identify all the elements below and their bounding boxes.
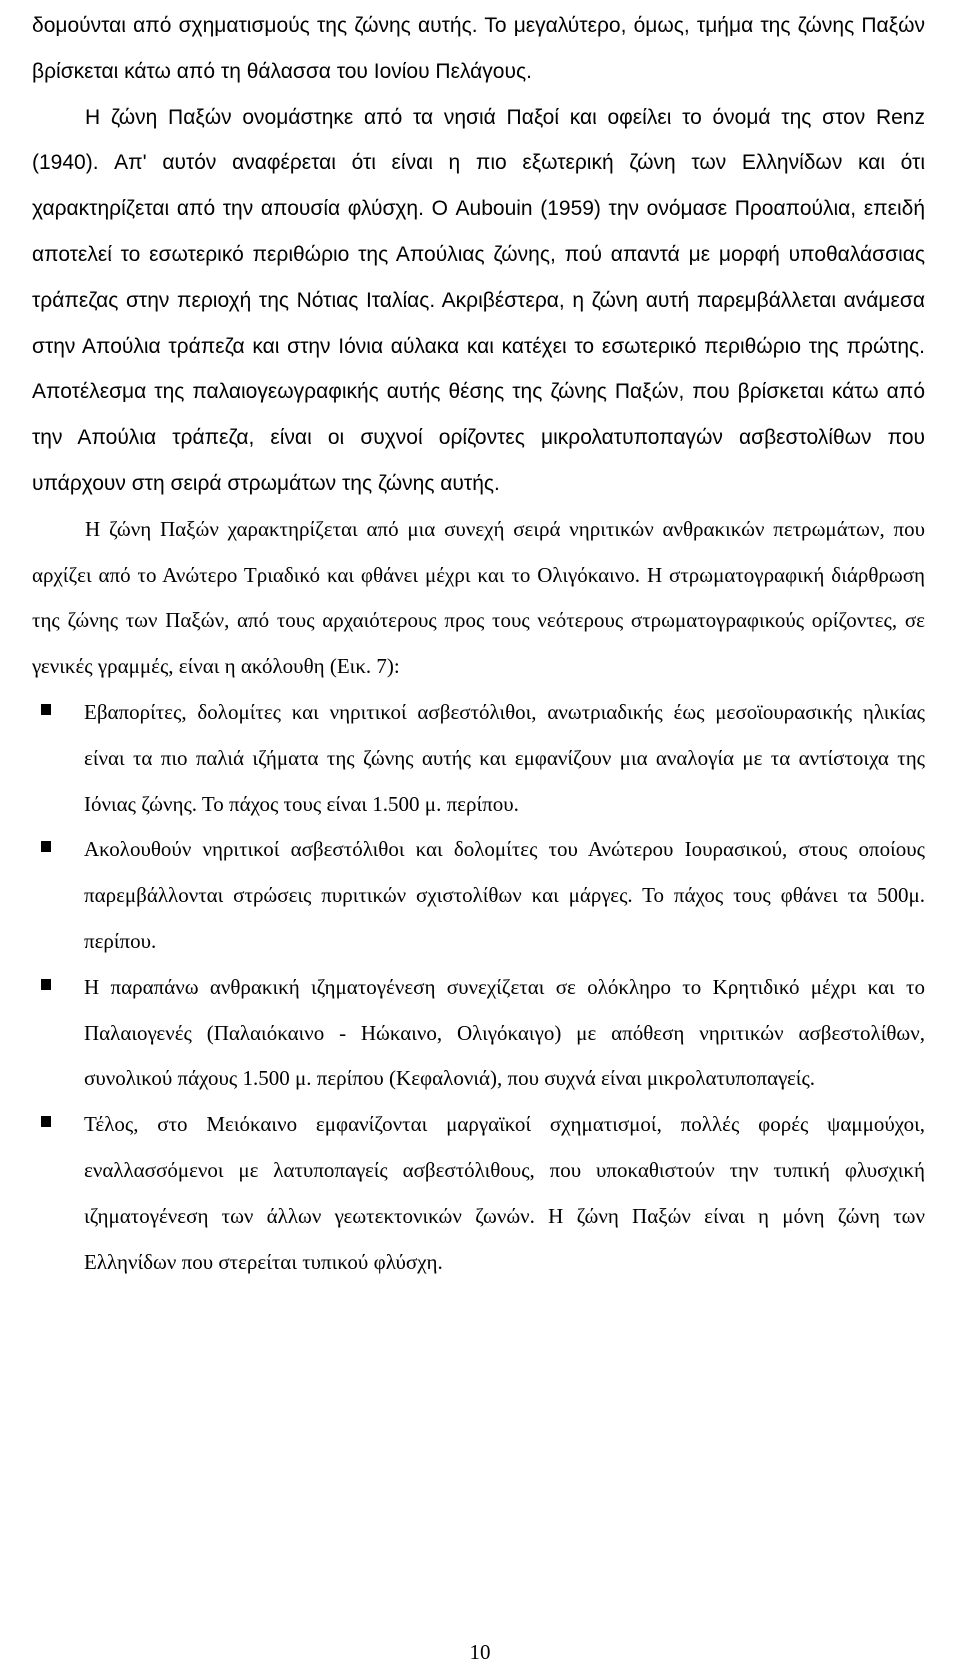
square-bullet-icon xyxy=(41,704,51,715)
square-bullet-icon xyxy=(41,979,51,990)
square-bullet-icon xyxy=(41,841,51,852)
document-body xyxy=(32,3,925,1285)
paragraph-stratigraphy-intro: Η ζώνη Παξών χαρακτηρίζεται από μια συνεχή σειρά νηριτικών ανθρακικών πετρωμάτων, που αρχίζει από το Ανώτερο Τριαδικό και φθάνει μέχρι και το Ολιγόκαινο. Η στρωματογραφική διάρθρωση της ζώνης των Παξών, από τους αρχαιότερους προς τους νεότερους στρωματογραφικούς ορίζοντες, σε γενικές γραμμές, είναι η ακόλουθη (Εικ. 7): xyxy=(32,516,925,679)
list-item-text: Τέλος, στο Μειόκαινο εμφανίζονται μαργαϊκοί σχηματισμοί, πολλές φορές ψαμμούχοι, εναλλασσόμενοι με λατυποπαγείς ασβεστόλιθους, που υποκαθιστούν την τυπική φλυσχική ιζηματογένεση των άλλων γεωτεκτονικών ζωνών. Η ζώνη Παξών είναι η μόνη ζώνη των Ελληνίδων που στερείται τυπικού φλύσχη. xyxy=(84,1112,925,1274)
paragraph-continuation: δομούνται από σχηματισμούς της ζώνης αυτής. Το μεγαλύτερο, όμως, τμήμα της ζώνης Παξών βρίσκεται κάτω από τη θάλασσα του Ιονίου Πελάγους. xyxy=(32,14,925,83)
paragraph-paxoi-zone-naming: Η ζώνη Παξών ονομάστηκε από τα νησιά Παξοί και οφείλει το όνομά της στον Renz (1940). Απ' αυτόν αναφέρεται ότι είναι η πιο εξωτερική ζώνη των Ελληνίδων και ότι χαρακτηρίζεται από την απουσία φλύσχη. Ο Aubouin (1959) την ονόμασε Προαπούλια, επειδή αποτελεί το εσωτερικό περιθώριο της Απούλιας ζώνης, πού απαντά με μορφή υποθαλάσσιας τράπεζας στην περιοχή της Νότιας Ιταλίας. Ακριβέστερα, η ζώνη αυτή παρεμβάλλεται ανάμεσα στην Απούλια τράπεζα και στην Ιόνια αύλακα και κατέχει το εσωτερικό περιθώριο της πρώτης. Αποτέλεσμα της παλαιογεωγραφικής αυτής θέσης της ζώνης Παξών, που βρίσκεται κάτω από την Απούλια τράπεζα, είναι οι συχνοί ορίζοντες μικρολατυποπαγών ασβεστολίθων που υπάρχουν στη σειρά στρωμάτων της ζώνης αυτής. xyxy=(32,105,925,495)
square-bullet-icon xyxy=(41,1116,51,1127)
list-item xyxy=(32,1102,925,1285)
page-number: 10 xyxy=(469,1640,491,1664)
list-item xyxy=(32,690,925,827)
list-item xyxy=(32,827,925,964)
list-item-text: Η παραπάνω ανθρακική ιζηματογένεση συνεχίζεται σε ολόκληρο το Κρητιδικό μέχρι και το Παλαιογενές (Παλαιόκαινο - Ηώκαινο, Ολιγόκαιγο) με απόθεση νηριτικών ασβεστολίθων, συνολικού πάχους 1.500 μ. περίπου (Κεφαλονιά), που συχνά είναι μικρολατυποπαγείς. xyxy=(84,974,925,1091)
list-item-text: Ακολουθούν νηριτικοί ασβεστόλιθοι και δολομίτες του Ανώτερου Ιουρασικού, στους οποίους παρεμβάλλονται στρώσεις πυριτικών σχιστολίθων και μάργες. Το πάχος τους φθάνει τα 500μ. περίπου. xyxy=(84,837,925,953)
stratigraphy-bullet-list xyxy=(32,690,925,1285)
list-item xyxy=(32,965,925,1102)
list-item-text: Εβαπορίτες, δολομίτες και νηριτικοί ασβεστόλιθοι, ανωτριαδικής έως μεσοϊουρασικής ηλικίας είναι τα πιο παλιά ιζήματα της ζώνης αυτής και εμφανίζουν μια αναλογία με τα αντίστοιχα της Ιόνιας ζώνης. Το πάχος τους είναι 1.500 μ. περίπου. xyxy=(84,699,925,816)
